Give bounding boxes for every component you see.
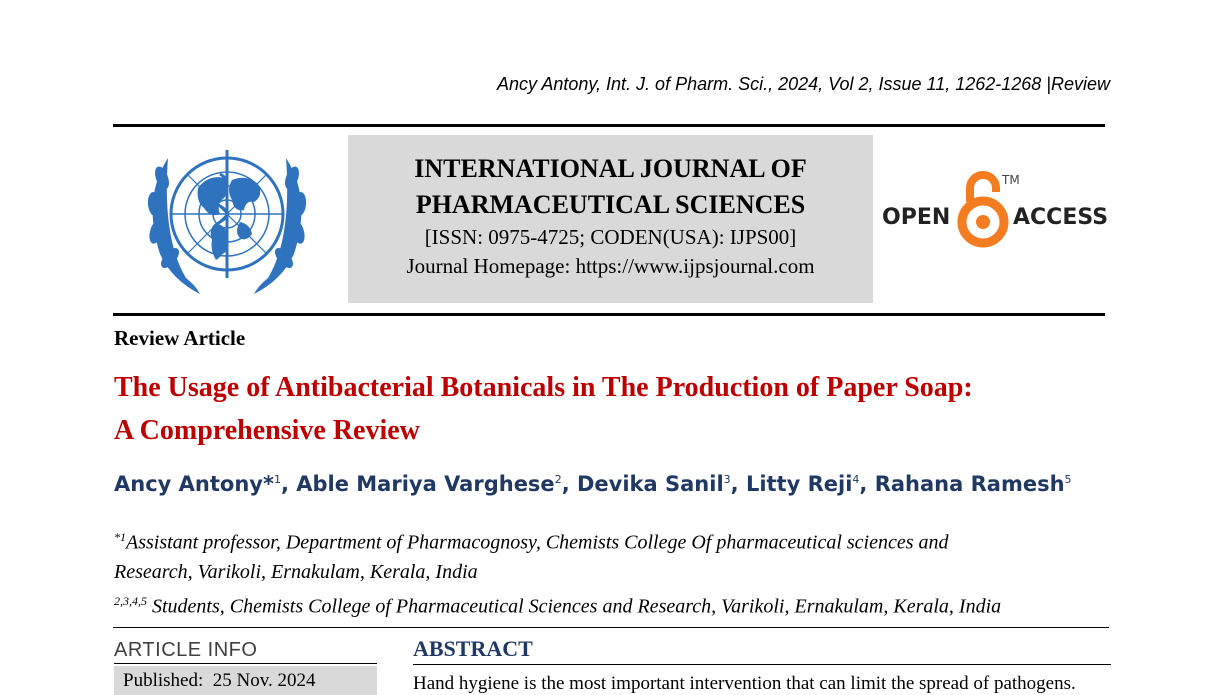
open-access-logo [880, 166, 1110, 252]
journal-issn: [ISSN: 0975-4725; CODEN(USA): IJPS00] [424, 225, 797, 249]
affiliation-mark: 2,3,4,5 [114, 593, 147, 608]
abstract-heading: ABSTRACT [413, 636, 533, 661]
journal-title-line-1: INTERNATIONAL JOURNAL OF [414, 154, 807, 183]
author-affiliation-mark: 3 [723, 473, 731, 486]
journal-emblem-logo [128, 138, 326, 304]
affiliation-1-line-1: Assistant professor, Department of Pharmacognosy, Chemists College Of pharmaceutical sciences and [126, 531, 949, 554]
author-affiliation-mark: 5 [1064, 473, 1072, 486]
article-info-heading: ARTICLE INFO [114, 639, 258, 661]
author-name: Ancy Antony* [114, 472, 274, 496]
abstract-first-line: Hand hygiene is the most important intervention that can limit the spread of pathogens. [413, 673, 1076, 694]
masthead-top-rule [113, 124, 1105, 127]
open-lock-icon [962, 175, 1004, 243]
author-name: Litty Reji [745, 472, 853, 496]
author-name: Devika Sanil [576, 472, 724, 496]
published-line [123, 670, 315, 692]
author-list [114, 472, 1214, 496]
journal-title-box [348, 135, 873, 303]
article-info-rule [114, 663, 377, 664]
article-type-label: Review Article [114, 326, 246, 350]
journal-homepage: Journal Homepage: https://www.ijpsjournal.com [406, 254, 815, 278]
affiliation-1 [114, 523, 1114, 558]
affiliation-1-line-2: Research, Varikoli, Ernakulam, Kerala, India [114, 560, 478, 583]
author-affiliation-mark: 1 [273, 473, 281, 486]
author-name: Rahana Ramesh [874, 472, 1065, 496]
section-divider [113, 627, 1109, 628]
article-title-line-1: The Usage of Antibacterial Botanicals in The Production of Paper Soap: [114, 372, 973, 403]
abstract-rule [413, 664, 1111, 665]
published-date: 25 Nov. 2024 [212, 670, 316, 691]
affiliation-2 [114, 587, 1114, 622]
article-title [114, 366, 1114, 452]
journal-title-line-2: PHARMACEUTICAL SCIENCES [415, 190, 806, 219]
open-access-right-word: ACCESS [1013, 205, 1109, 230]
open-access-trademark: TM [1002, 173, 1020, 187]
running-header-citation: Ancy Antony, Int. J. of Pharm. Sci., 2024, Vol 2, Issue 11, 1262-1268 |Review [496, 74, 1110, 94]
author-separator: , [280, 472, 297, 496]
author-separator: , [730, 472, 746, 496]
masthead-bottom-rule [113, 313, 1105, 316]
affiliations [114, 523, 1114, 621]
author-affiliation-mark: 2 [554, 473, 562, 486]
author-affiliation-mark: 4 [852, 473, 860, 486]
open-access-left-word: OPEN [882, 205, 951, 230]
published-label: Published: [123, 670, 204, 691]
article-title-line-2: A Comprehensive Review [114, 415, 420, 446]
affiliation-2-text: Students, Chemists College of Pharmaceutical Sciences and Research, Varikoli, Ernakulam, Kerala, India [147, 595, 1002, 618]
author-name: Able Mariya Varghese [296, 472, 555, 496]
author-separator: , [561, 472, 577, 496]
author-separator: , [859, 472, 875, 496]
affiliation-mark: *1 [114, 530, 126, 544]
